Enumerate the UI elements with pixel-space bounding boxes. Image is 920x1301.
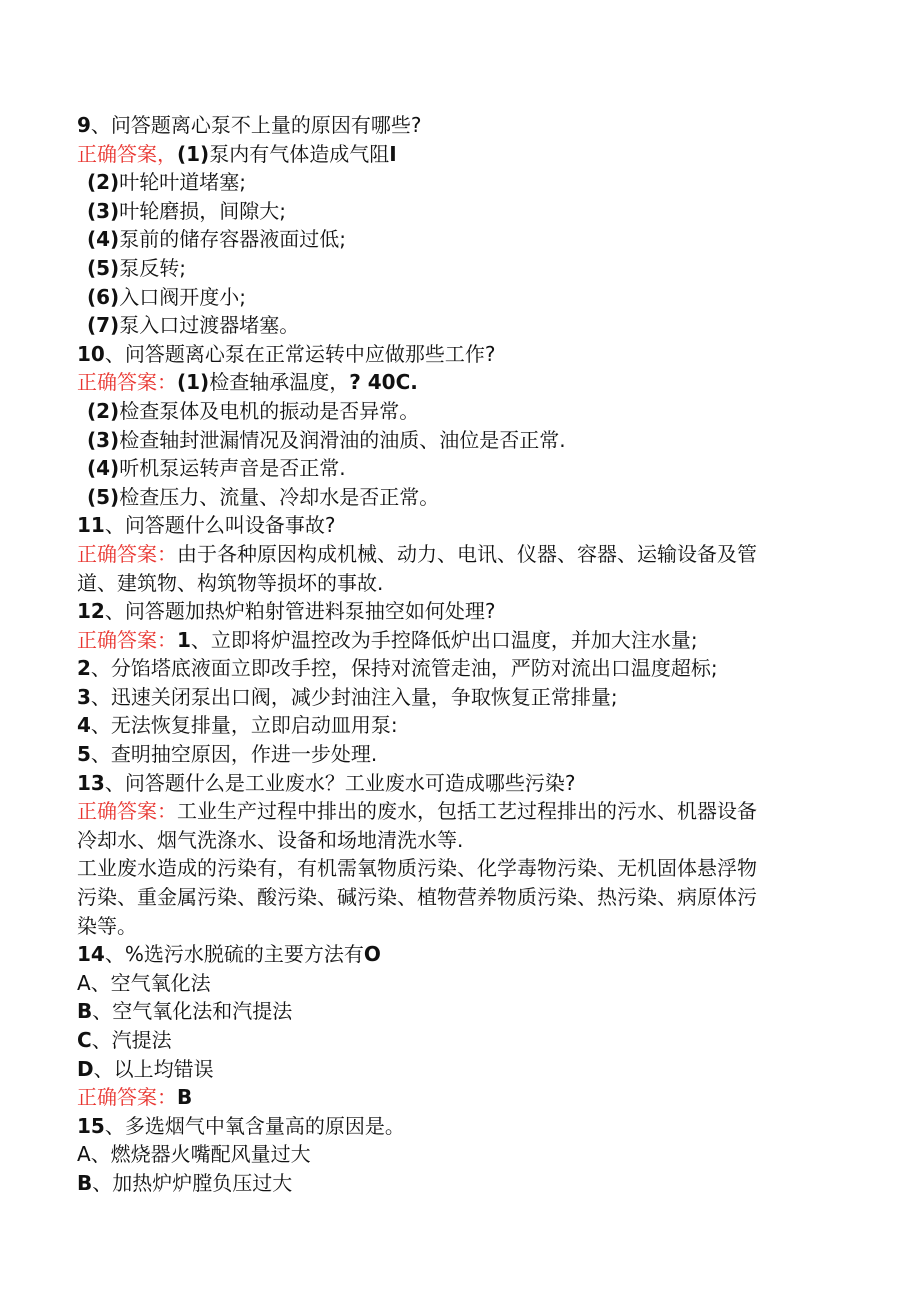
question-text: 、问答题离心泵不上量的原因有哪些? xyxy=(90,113,422,137)
answer-11-line xyxy=(77,540,817,569)
option-letter: B xyxy=(77,999,93,1024)
answer-item xyxy=(77,654,817,683)
item-tail: ? 40C. xyxy=(349,370,418,395)
answer-item xyxy=(77,397,817,426)
item-number: (5) xyxy=(87,255,120,280)
item-number: (1) xyxy=(177,370,210,395)
item-tail: I xyxy=(389,141,397,166)
question-text: 、%选污水脱硫的主要方法有 xyxy=(104,942,364,967)
answer-continuation: 冷却水、烟气洗涤水、设备和场地清洗水等. xyxy=(77,827,464,852)
question-10 xyxy=(77,340,817,369)
answer-paragraph-line: 污染、重金属污染、酸污染、碱污染、植物营养物质污染、热污染、病原体污 xyxy=(77,885,757,910)
item-text: 、分馅塔底液面立即改手控，保持对流管走油，严防对流出口温度超标; xyxy=(90,656,718,681)
question-11 xyxy=(77,511,817,540)
option-c xyxy=(77,1026,817,1055)
item-text: 泵前的储存容器液面过低; xyxy=(119,227,346,252)
question-number: 12 xyxy=(77,599,105,624)
item-text: 、查明抽空原因，作进一步处理. xyxy=(90,742,378,767)
item-text: 泵入口过渡器堵塞。 xyxy=(119,313,300,338)
question-14 xyxy=(77,940,817,969)
option-text: 、燃烧器火嘴配风量过大 xyxy=(90,1142,311,1167)
question-text: 、问答题什么叫设备事故? xyxy=(104,513,336,538)
item-text: 叶轮叶道堵塞; xyxy=(119,170,246,195)
item-number: (7) xyxy=(87,313,120,338)
option-a xyxy=(77,969,817,998)
question-number: 9 xyxy=(77,113,91,137)
answer-item xyxy=(77,311,817,340)
item-text: 、迅速关闭泵出口阀，减少封油注入量，争取恢复正常排量; xyxy=(90,684,618,709)
item-text: 检查轴封泄漏情况及润滑油的油质、油位是否正常. xyxy=(119,427,566,452)
item-text: 检查轴承温度， xyxy=(209,370,350,395)
answer-item xyxy=(77,254,817,283)
question-number: 11 xyxy=(77,513,105,538)
question-number: 15 xyxy=(77,1113,105,1138)
item-text: 检查泵体及电机的振动是否异常。 xyxy=(119,398,420,423)
answer-9-line xyxy=(77,140,817,169)
option-letter: A xyxy=(77,1142,91,1167)
option-text: 、空气氧化法 xyxy=(90,970,211,995)
item-number: (3) xyxy=(87,427,120,452)
answer-label: 正确答案： xyxy=(77,541,177,566)
question-text: 、问答题加热炉粕射管进料泵抽空如何处理? xyxy=(104,599,496,624)
answer-item xyxy=(77,283,817,312)
question-number: 14 xyxy=(77,942,105,967)
item-text: 叶轮磨损，间隙大; xyxy=(119,198,286,223)
item-number: (6) xyxy=(87,284,120,309)
answer-item xyxy=(77,197,817,226)
question-text: 、多选烟气中氧含量高的原因是。 xyxy=(104,1113,405,1138)
option-text: 、加热炉炉膛负压过大 xyxy=(92,1170,293,1195)
item-number: 1 xyxy=(177,627,191,652)
question-text: 、问答题什么是工业废水？工业废水可造成哪些污染? xyxy=(104,770,576,795)
item-text: 入口阀开度小; xyxy=(119,284,246,309)
answer-13-line xyxy=(77,797,817,826)
item-number: (2) xyxy=(87,170,120,195)
item-number: (4) xyxy=(87,456,120,481)
option-letter: D xyxy=(77,1056,94,1081)
answer-12-line xyxy=(77,626,817,655)
answer-value: B xyxy=(177,1085,193,1110)
answer-label: 正确答案： xyxy=(77,627,177,652)
item-number: 5 xyxy=(77,742,91,767)
answer-label: 正确答案： xyxy=(77,1085,177,1110)
answer-paragraph-line: 工业废水造成的污染有，有机需氧物质污染、化学毒物污染、无机固体悬浮物 xyxy=(77,856,757,881)
answer-14-line xyxy=(77,1083,817,1112)
item-number: (3) xyxy=(87,198,120,223)
answer-item xyxy=(77,454,817,483)
item-number: (4) xyxy=(87,227,120,252)
answer-text: 工业生产过程中排出的废水，包括工艺过程排出的污水、机器设备 xyxy=(177,799,757,824)
item-text: 、立即将炉温控改为手控降低炉出口温度，并加大注水量; xyxy=(190,627,698,652)
item-text: 泵内有气体造成气阻 xyxy=(209,141,390,166)
answer-continuation: 道、建筑物、构筑物等损坏的事故. xyxy=(77,570,384,595)
answer-item xyxy=(77,683,817,712)
question-15 xyxy=(77,1112,817,1141)
item-number: 2 xyxy=(77,656,91,681)
option-letter: C xyxy=(77,1028,92,1052)
document-body xyxy=(77,111,817,1198)
answer-item xyxy=(77,426,817,455)
answer-item xyxy=(77,711,817,740)
answer-label: 正确答案， xyxy=(77,141,177,166)
question-number: 10 xyxy=(77,341,105,366)
answer-item xyxy=(77,168,817,197)
answer-item xyxy=(77,483,817,512)
option-text: 、以上均错误 xyxy=(93,1056,214,1081)
option-text: 、汽提法 xyxy=(91,1028,172,1052)
answer-label: 正确答案： xyxy=(77,799,177,824)
item-text: 泵反转; xyxy=(119,255,186,280)
question-tail: O xyxy=(363,942,381,967)
option-a xyxy=(77,1140,817,1169)
question-13 xyxy=(77,769,817,798)
option-b xyxy=(77,1169,817,1198)
option-b xyxy=(77,997,817,1026)
item-number: 3 xyxy=(77,684,91,709)
option-d xyxy=(77,1055,817,1084)
answer-label: 正确答案： xyxy=(77,370,177,395)
answer-text: 由于各种原因构成机械、动力、电讯、仪器、容器、运输设备及管 xyxy=(177,541,757,566)
item-number: (2) xyxy=(87,398,120,423)
item-number: 4 xyxy=(77,713,91,738)
answer-10-line xyxy=(77,368,817,397)
item-number: (1) xyxy=(177,141,210,166)
question-number: 13 xyxy=(77,770,105,795)
item-text: 检查压力、流量、冷却水是否正常。 xyxy=(119,484,440,509)
option-text: 、空气氧化法和汽提法 xyxy=(92,999,293,1024)
item-text: 听机泵运转声音是否正常. xyxy=(119,456,346,481)
question-9 xyxy=(77,111,817,140)
question-text: 、问答题离心泵在正常运转中应做那些工作? xyxy=(104,341,496,366)
option-letter: A xyxy=(77,970,91,995)
item-text: 、无法恢复排量，立即启动皿用泵: xyxy=(90,713,398,738)
answer-item xyxy=(77,225,817,254)
item-number: (5) xyxy=(87,484,120,509)
option-letter: B xyxy=(77,1170,93,1195)
answer-paragraph-line: 染等。 xyxy=(77,913,137,938)
question-12 xyxy=(77,597,817,626)
answer-item xyxy=(77,740,817,769)
